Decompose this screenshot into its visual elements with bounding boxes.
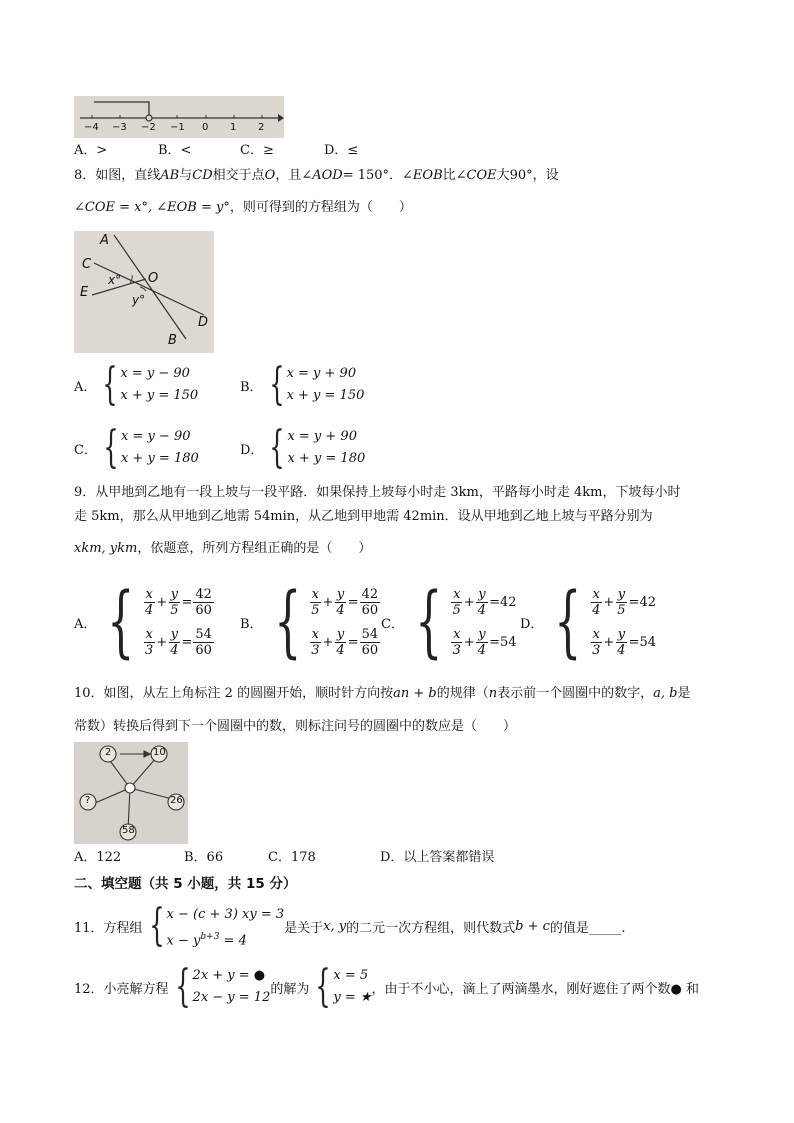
option-c[interactable]: C．178 [268,850,316,865]
q10-stem-line1 [74,684,690,704]
option-label: B． [240,616,263,632]
equation: 2x − y = 12 [192,990,271,1005]
brace: { [269,422,286,473]
q8-text: 相交于点 [212,168,265,183]
option-label: C． [74,442,97,458]
brace: { [107,577,135,667]
tick-label: 1 [230,122,237,133]
circle-label: ? [85,795,91,806]
option-label: A． [74,616,97,632]
equation-row: $\frac{x}{5}$ + $\frac{y}{4}$ = $\frac{42}{60}$ [311,586,379,618]
brace: { [554,577,582,667]
q10-var: a, b [653,686,678,701]
q8-text: ，则可得到的方程组为（ ） [229,200,412,215]
q11-text: 11．方程组 [74,920,143,936]
equation: x = y + 90 [287,429,357,444]
tick-label: 2 [258,122,265,133]
circle-label: 26 [170,795,183,806]
fig-label-c: C [82,257,92,272]
q10-stem-line2: 常数）转换后得到下一个圆圈中的数，则标注问号的圆圈中的数应是（ ） [74,719,517,734]
q8-var: COE [466,168,497,183]
equation-row: $\frac{x}{3}$ + $\frac{y}{4}$ = $\frac{54}{60}$ [311,626,379,658]
tick-label: −4 [84,122,99,133]
fig-label-e: E [80,285,89,300]
brace: { [148,900,165,951]
brace: { [415,577,443,667]
q10-text: 表示前一个圆圈中的数字， [497,686,654,701]
equation: x − (c + 3) xy = 3 [166,907,285,922]
q10-text: 的规律（ [436,686,489,701]
q9-option-d[interactable] [520,577,656,667]
fig-label-d: D [198,315,209,330]
equation-row: $\frac{x}{3}$ + $\frac{y}{4}$ = $\frac{54}{60}$ [145,626,212,658]
equation: x = y − 90 [120,429,191,444]
q8-figure [74,231,214,353]
brace: { [268,359,285,410]
q10-text: 10．如图，从左上角标注 2 的圆圈开始，顺时针方向按 [74,686,394,701]
q8-var: O [264,168,276,183]
q8-option-d[interactable] [240,422,366,473]
tick-label: −3 [112,122,127,133]
circle-label: 58 [122,825,135,836]
option-label: C． [381,616,404,632]
q9-option-a[interactable] [74,577,215,667]
option-label: D． [240,442,264,458]
equation: x = y − 90 [120,366,190,381]
q10-text: 是 [677,686,691,701]
equation: $x - y^{b+3} = 4$ [166,932,247,949]
q8-option-a[interactable] [74,359,199,410]
brace: { [103,422,119,473]
option-a[interactable]: A．122 [74,850,122,865]
q8-var: AOD [312,168,343,183]
option-d[interactable]: D．以上答案都错误 [380,850,495,865]
q8-math: ∠COE = x°, ∠EOB = y° [74,200,230,215]
brace: { [315,961,332,1012]
equation: y = ★ [333,990,372,1005]
option-c[interactable]: C．≥ [240,143,274,158]
q8-stem-line1 [74,166,559,186]
q12-text: 的解为 [270,981,310,997]
q11-text: 是关于 [284,920,324,936]
q11-var: x, y [323,918,347,934]
q9-option-b[interactable] [240,577,381,667]
fig-label-o: O [148,271,159,286]
option-b[interactable]: B．66 [184,850,224,865]
option-label: D． [520,616,544,632]
q8-var: CD [192,168,213,183]
option-d[interactable]: D．≤ [324,143,359,158]
q12-text: 12．小亮解方程 [74,981,169,997]
q11-var: b + c [515,918,550,934]
q8-var: EOB [412,168,443,183]
q8-text: 比∠ [442,168,467,183]
equation: x + y = 180 [120,451,199,466]
brace: { [102,359,119,410]
q10-var: n [488,686,498,701]
q9-option-c[interactable] [381,577,517,667]
q8-var: AB [160,168,180,183]
q9-stem-line3 [74,539,371,559]
equation-row: $\frac{x}{3}$ + $\frac{y}{4}$ = 54 [452,626,517,658]
equation: x + y = 150 [120,388,199,403]
q8-stem-line2 [74,198,412,218]
section-title: 二、填空题（共 5 小题，共 15 分） [74,876,297,892]
brace: { [174,961,191,1012]
fig-label-a: A [100,233,109,248]
equation: x + y = 150 [286,388,365,403]
equation-row: $\frac{x}{4}$ + $\frac{y}{5}$ = 42 [592,586,656,618]
q12-text: ，由于不小心，滴上了两滴墨水，刚好遮住了两个数● 和 [371,981,700,997]
q11-text: 的二元一次方程组，则代数式 [346,920,516,936]
q8-text: 大90°，设 [496,168,559,183]
q8-text: = 150°．∠ [342,168,413,183]
equation: 2x + y = ● [192,968,266,983]
q10-expr: an + b [393,686,437,701]
tick-label: −1 [170,122,185,133]
equation: x + y = 180 [287,451,366,466]
equation-row: $\frac{x}{5}$ + $\frac{y}{4}$ = 42 [452,586,517,618]
circle-label: 2 [105,747,112,758]
fig-label-x: x° [108,273,122,287]
option-label: B． [240,379,263,395]
q8-option-b[interactable] [240,359,365,410]
equation: x = y + 90 [286,366,357,381]
q8-text: 8．如图，直线 [74,168,161,183]
q9-vars: xkm, ykm [74,541,138,556]
brace: { [273,577,302,667]
equation: x = 5 [333,968,369,983]
option-b[interactable]: B．< [158,143,192,158]
q12 [74,961,700,1012]
q11-text: 的值是_____. [549,920,626,936]
q8-option-c[interactable] [74,422,199,473]
option-a[interactable]: A．> [74,143,108,158]
fig-label-b: B [168,333,177,348]
equation-row: $\frac{x}{4}$ + $\frac{y}{5}$ = $\frac{42}{60}$ [145,586,212,618]
q9-stem-line2: 走 5km，那么从甲地到乙地需 54min，从乙地到甲地需 42min．设从甲地到乙地上坡与平路分别为 [74,509,653,524]
q8-text: ，且∠ [275,168,313,183]
circle-label: 10 [153,747,166,758]
q9-text: ，依题意，所列方程组正确的是（ ） [137,541,372,556]
q10-figure [74,742,188,844]
equation-row: $\frac{x}{3}$ + $\frac{y}{4}$ = 54 [592,626,656,658]
option-label: A． [74,379,97,395]
q8-text: 与 [179,168,193,183]
q11 [74,900,626,951]
tick-label: 0 [202,122,209,133]
tick-label: −2 [141,122,156,133]
number-line-figure [74,96,284,138]
fig-label-y: y° [132,293,146,307]
q9-stem-line1: 9．从甲地到乙地有一段上坡与一段平路．如果保持上坡每小时走 3km，平路每小时走 4km，下坡每小时 [74,485,681,500]
